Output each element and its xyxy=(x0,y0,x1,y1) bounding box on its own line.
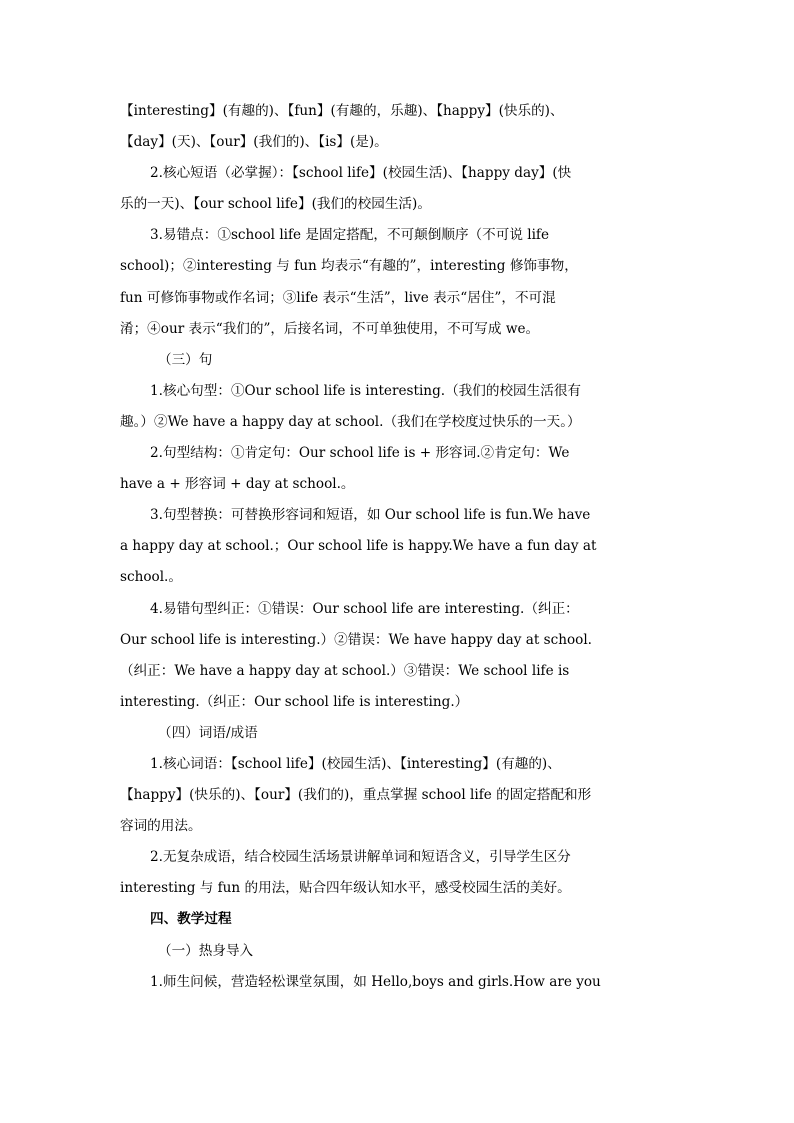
section-heading: （四）词语/成语 xyxy=(158,724,258,741)
text-line: 【interesting】(有趣的)、【fun】(有趣的，乐趣)、【happy】(快乐的)、 xyxy=(120,103,564,119)
text-line: a happy day at school.；Our school life is happy.We have a fun day at xyxy=(120,538,597,555)
text-line: interesting 与 fun 的用法，贴合四年级认知水平，感受校园生活的美好。 xyxy=(120,880,571,897)
major-heading: 四、教学过程 xyxy=(150,911,232,928)
section-heading: （三）句 xyxy=(158,351,213,368)
text-line: 2.核心短语（必掌握）：【school life】(校园生活)、【happy day】(快 xyxy=(150,165,572,182)
text-line: school)；②interesting 与 fun 均表示“有趣的”，interesting 修饰事物， xyxy=(120,258,578,275)
text-line: 趣。）②We have a happy day at school.（我们在学校度过快乐的一天。） xyxy=(120,413,581,430)
text-line: interesting.（纠正：Our school life is interesting.） xyxy=(120,693,469,710)
text-line: Our school life is interesting.）②错误：We have happy day at school. xyxy=(120,631,592,648)
text-line: 2.句型结构：①肯定句：Our school life is + 形容词.②肯定句：We xyxy=(150,445,570,462)
text-line: 4.易错句型纠正：①错误：Our school life are interesting.（纠正： xyxy=(150,600,579,617)
text-line: 1.核心词语：【school life】(校园生活)、【interesting】(有趣的)、 xyxy=(150,755,561,772)
text-line: 3.句型替换：可替换形容词和短语，如 Our school life is fun.We have xyxy=(150,507,591,524)
text-line: school.。 xyxy=(120,569,182,586)
text-line: 1.核心句型：①Our school life is interesting.（我们的校园生活很有 xyxy=(150,382,582,399)
section-heading: （一）热身导入 xyxy=(158,942,254,959)
text-line: 容词的用法。 xyxy=(120,818,202,835)
text-line: 【happy】(快乐的)、【our】(我们的)，重点掌握 school life 的固定搭配和形 xyxy=(120,787,592,804)
text-line: 淆；④our 表示“我们的”，后接名词，不可单独使用，不可写成 we。 xyxy=(120,320,540,337)
text-line: 【day】(天)、【our】(我们的)、【is】(是)。 xyxy=(120,134,388,151)
text-line: fun 可修饰事物或作名词；③life 表示“生活”，live 表示“居住”，不可混 xyxy=(120,289,556,306)
document-body xyxy=(120,96,674,998)
text-line: 乐的一天)、【our school life】(我们的校园生活)。 xyxy=(120,196,431,213)
text-line: （纠正：We have a happy day at school.）③错误：We school life is xyxy=(120,662,570,679)
text-line: 1.师生问候，营造轻松课堂氛围，如 Hello,boys and girls.How are you xyxy=(150,973,601,990)
text-line: 2.无复杂成语，结合校园生活场景讲解单词和短语含义，引导学生区分 xyxy=(150,849,571,866)
text-line: have a + 形容词 + day at school.。 xyxy=(120,476,355,493)
text-line: 3.易错点：①school life 是固定搭配，不可颠倒顺序（不可说 life xyxy=(150,227,550,244)
